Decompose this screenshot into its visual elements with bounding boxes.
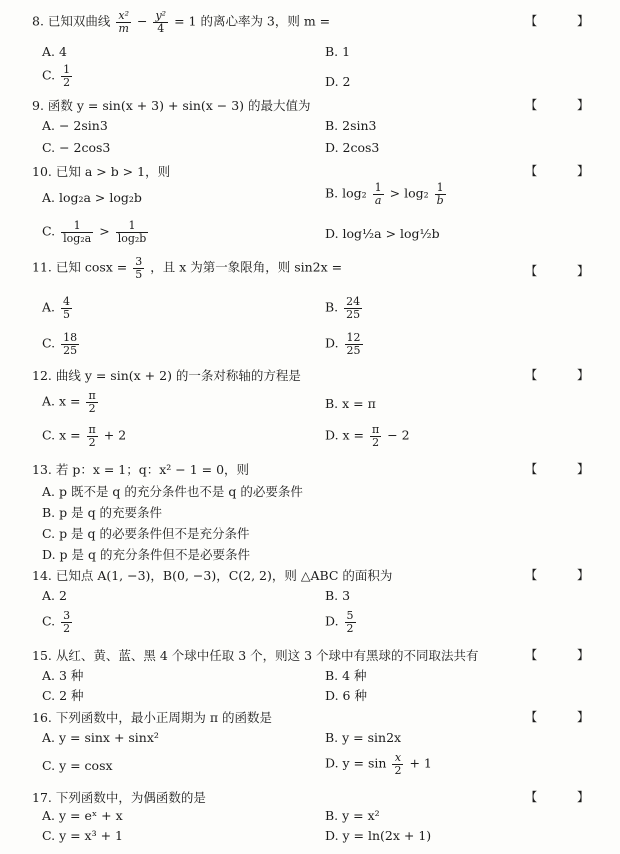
q12-d-tail: − 2: [387, 427, 410, 443]
q17-option-a: A. y = eˣ + x: [42, 808, 123, 823]
q8-frac-y2-4: [153, 10, 168, 34]
q12-d-den: 2: [372, 435, 380, 449]
q10-b-mid: > log₂: [389, 185, 429, 201]
q8-c-num: 1: [63, 63, 71, 76]
q14-d-den: 2: [346, 621, 354, 635]
q12-a-frac: [86, 390, 97, 414]
q12-a-label: A. x =: [42, 393, 81, 409]
q11-option-d: [325, 332, 365, 356]
q11-c-den: 25: [63, 343, 78, 357]
q15-option-a: A. 3 种: [42, 668, 84, 683]
answer-bracket-13: 【 】: [525, 462, 607, 476]
q14-option-b: B. 3: [325, 588, 351, 603]
q10-b-frac2: [435, 182, 446, 206]
q17-option-c: C. y = x³ + 1: [42, 828, 123, 843]
q15-option-b: B. 4 种: [325, 668, 367, 683]
question-15-stem: 15. 从红、黄、蓝、黑 4 个球中任取 3 个，则这 3 个球中有黑球的不同取法共有: [32, 648, 479, 663]
q12-c-label: C. x =: [42, 427, 81, 443]
q16-d-tail: + 1: [409, 755, 432, 771]
q16-option-c: C. y = cosx: [42, 758, 113, 773]
q9-option-d: D. 2cos3: [325, 140, 380, 155]
q11-num: 3: [135, 255, 143, 268]
q10-option-a: A. log₂a > log₂b: [42, 190, 142, 205]
q12-d-num: π: [372, 423, 380, 436]
q15-option-c: C. 2 种: [42, 688, 84, 703]
q8-frac-x2-m: [116, 10, 131, 34]
q12-d-label: D. x =: [325, 427, 365, 443]
q9-option-b: B. 2sin3: [325, 118, 377, 133]
question-13-stem: 13. 若 p：x = 1；q：x² − 1 = 0，则: [32, 462, 250, 477]
q11-d-label: D.: [325, 335, 339, 351]
q12-c-frac: [87, 424, 98, 448]
q16-option-b: B. y = sin2x: [325, 730, 402, 745]
answer-bracket-17: 【 】: [525, 790, 607, 804]
q11-c-label: C.: [42, 335, 56, 351]
q14-c-label: C.: [42, 613, 56, 629]
q13-option-b: B. p 是 q 的充要条件: [42, 505, 163, 520]
q11-b-num: 24: [346, 295, 361, 308]
q14-option-c: [42, 610, 74, 634]
question-15: [32, 646, 607, 706]
q11-b-frac: [344, 296, 362, 320]
q11-stem-suffix: ，且 x 为第一象限角，则 sin2x =: [150, 259, 343, 275]
q10-c-d2: log₂b: [117, 231, 147, 245]
q12-option-d: [325, 424, 410, 448]
q13-option-a: A. p 既不是 q 的充分条件也不是 q 的必要条件: [42, 484, 303, 499]
q16-d-num: x: [392, 752, 403, 765]
q11-den: 5: [135, 267, 143, 281]
q8-frac-den: m: [118, 21, 129, 35]
q14-d-label: D.: [325, 613, 339, 629]
q13-option-c: C. p 是 q 的必要条件但不是充分条件: [42, 526, 250, 541]
q16-d-den: 2: [394, 763, 402, 777]
q14-c-frac: [61, 610, 72, 634]
answer-bracket-14: 【 】: [525, 568, 607, 582]
question-16-stem: 16. 下列函数中，最小正周期为 π 的函数是: [32, 710, 273, 725]
answer-bracket-16: 【 】: [525, 710, 607, 724]
q11-a-den: 5: [63, 307, 70, 321]
q10-b-n2: 1: [435, 182, 446, 195]
q13-option-d: D. p 是 q 的充分条件但不是必要条件: [42, 547, 250, 562]
q14-d-num: 5: [346, 609, 354, 622]
q10-c-label: C.: [42, 223, 56, 239]
q14-c-num: 3: [63, 609, 71, 622]
question-11-stem: [32, 256, 342, 280]
q11-b-den: 25: [346, 307, 361, 321]
question-8: [32, 8, 607, 88]
q12-option-c: [42, 424, 126, 448]
q10-c-frac2: [116, 220, 149, 244]
q8-frac-num: x²: [118, 9, 130, 22]
answer-bracket-8: 【 】: [525, 14, 607, 28]
q14-option-d: [325, 610, 358, 634]
question-9-stem: 9. 函数 y = sin(x + 3) + sin(x − 3) 的最大值为: [32, 98, 311, 113]
q10-b-n1: 1: [374, 181, 382, 194]
q17-option-b: B. y = x²: [325, 808, 380, 823]
q10-b-label: B. log₂: [325, 185, 367, 201]
q10-b-d1: a: [374, 193, 382, 207]
q10-option-b: [325, 182, 448, 206]
q11-stem-prefix: 11. 已知 cosx =: [32, 259, 128, 275]
q16-option-d: [325, 752, 432, 776]
q8-option-c: [42, 64, 74, 88]
q12-c-tail: + 2: [103, 427, 127, 443]
question-10-stem: 10. 已知 a > b > 1，则: [32, 164, 171, 179]
q10-c-frac1: [61, 220, 93, 244]
q10-c-d1: log₂a: [63, 231, 92, 245]
q12-option-b: B. x = π: [325, 396, 376, 411]
q16-d-label: D. y = sin: [325, 755, 387, 771]
question-16: [32, 708, 607, 784]
question-14: [32, 566, 607, 642]
q16-d-frac: [392, 752, 403, 776]
q8-c-den: 2: [63, 75, 71, 89]
answer-bracket-11: 【 】: [525, 264, 607, 278]
q8-option-c-label: C.: [42, 67, 56, 83]
q12-c-num: π: [88, 423, 96, 436]
q11-b-label: B.: [325, 299, 339, 315]
question-10: [32, 162, 607, 252]
q12-c-den: 2: [88, 435, 96, 449]
q12-option-a: [42, 390, 100, 414]
q9-option-a: A. − 2sin3: [42, 118, 108, 133]
answer-bracket-12: 【 】: [525, 368, 607, 382]
q11-a-label: A.: [42, 299, 56, 315]
q11-d-num: 12: [346, 331, 361, 344]
q10-option-d: D. log½a > log½b: [325, 226, 440, 241]
q11-a-num: 4: [63, 295, 70, 308]
question-13: [32, 460, 607, 564]
q14-c-den: 2: [63, 621, 71, 635]
q8-frac2-den: 4: [157, 21, 165, 35]
q8-option-c-frac: [61, 64, 72, 88]
q10-c-n1: 1: [61, 220, 93, 233]
q10-c-mid: >: [99, 223, 110, 239]
answer-bracket-9: 【 】: [525, 98, 607, 112]
q11-option-c: [42, 332, 81, 356]
q8-stem-prefix: 8. 已知双曲线: [32, 13, 111, 29]
q10-b-frac1: [373, 182, 384, 206]
q11-option-a: [42, 296, 74, 320]
q10-option-c: [42, 220, 150, 244]
q11-d-den: 25: [346, 343, 361, 357]
q14-option-a: A. 2: [42, 588, 67, 603]
q12-d-frac: [370, 424, 381, 448]
q14-d-frac: [345, 610, 356, 634]
q10-b-d2: b: [436, 193, 444, 207]
q11-d-frac: [345, 332, 363, 356]
q8-option-a: A. 4: [42, 44, 67, 59]
q11-a-frac: [61, 296, 72, 320]
q8-minus: −: [137, 13, 148, 29]
q17-option-d: D. y = ln(2x + 1): [325, 828, 432, 843]
q8-frac2-num: y²: [155, 9, 167, 22]
q10-c-n2: 1: [116, 220, 149, 233]
question-17-stem: 17. 下列函数中，为偶函数的是: [32, 790, 206, 805]
question-11: [32, 256, 607, 366]
question-12-stem: 12. 曲线 y = sin(x + 2) 的一条对称轴的方程是: [32, 368, 301, 383]
question-17: [32, 788, 607, 850]
question-14-stem: 14. 已知点 A(1, −3)，B(0, −3)，C(2, 2)，则 △ABC 的面积为: [32, 568, 393, 583]
q8-stem-suffix: = 1 的离心率为 3，则 m =: [174, 13, 331, 29]
q11-stem-frac: [133, 256, 144, 280]
q9-option-c: C. − 2cos3: [42, 140, 111, 155]
answer-bracket-10: 【 】: [525, 164, 607, 178]
q12-a-num: π: [88, 389, 96, 402]
question-8-stem: [32, 10, 330, 34]
question-9: [32, 96, 607, 156]
q11-c-num: 18: [63, 331, 78, 344]
q12-a-den: 2: [88, 401, 96, 415]
q15-option-d: D. 6 种: [325, 688, 367, 703]
q8-option-b: B. 1: [325, 44, 351, 59]
q8-option-d: D. 2: [325, 74, 351, 89]
q16-option-a: A. y = sinx + sinx²: [42, 730, 159, 745]
q11-option-b: [325, 296, 364, 320]
question-12: [32, 366, 607, 460]
answer-bracket-15: 【 】: [525, 648, 607, 662]
q11-c-frac: [61, 332, 79, 356]
